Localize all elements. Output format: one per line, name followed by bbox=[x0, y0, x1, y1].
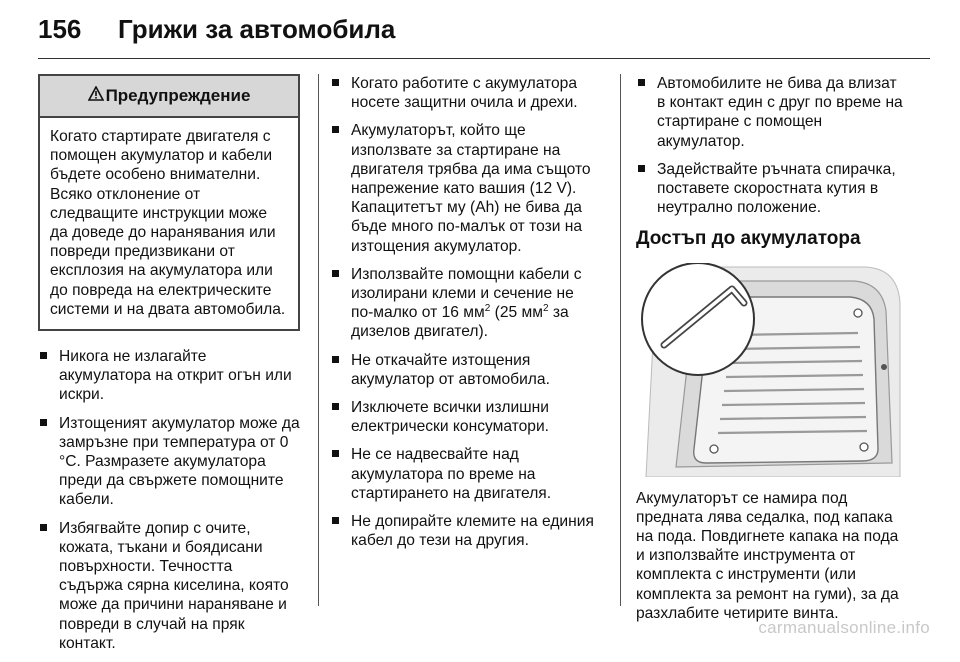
column-1 bbox=[38, 74, 300, 662]
list-item bbox=[38, 347, 300, 405]
column-divider bbox=[318, 74, 319, 606]
column-divider bbox=[620, 74, 621, 606]
header-divider bbox=[38, 58, 930, 59]
bullet-square-icon bbox=[332, 270, 339, 277]
warning-header bbox=[40, 76, 298, 118]
list-item-text: Изтощеният акумулатор може да замръзне при температура от 0 °C. Размразете акумулатора преди да свържете помощните кабели. bbox=[59, 414, 300, 509]
superscript: 2 bbox=[542, 303, 549, 315]
warning-triangle-icon bbox=[88, 86, 104, 105]
bullet-square-icon bbox=[40, 524, 47, 531]
warning-title: Предупреждение bbox=[105, 86, 251, 106]
list-item bbox=[330, 265, 598, 342]
section-body: Акумулаторът се намира под предната лява седалка, под капака на пода. Повдигнете капака на пода и използвайте инструмента от комплекта с инструменти (или комплекта за ремонт на гуми), за да разхлабите четирите винта. bbox=[636, 489, 899, 622]
cable-spec-text: (25 мм bbox=[490, 304, 543, 322]
superscript: 2 bbox=[484, 303, 491, 315]
list-item-text: Не допирайте клемите на единия кабел до тези на другия. bbox=[351, 513, 594, 550]
bullet-square-icon bbox=[40, 352, 47, 359]
list-item-text: Не се надвесвайте над акумулатора по време на стартирането на двигателя. bbox=[351, 446, 552, 502]
list-item-text: Когато работите с акумулатора носете защитни очила и дрехи. bbox=[351, 75, 578, 112]
list-item-text: Задействайте ръчната спирачка, поставете скоростната кутия в неутрално положение. bbox=[657, 160, 896, 217]
cable-spec-text: за дизелов двигател). bbox=[351, 304, 569, 341]
bullet-square-icon bbox=[332, 126, 339, 133]
list-item bbox=[38, 519, 300, 653]
page-number: 156 bbox=[38, 14, 82, 44]
list-item bbox=[330, 351, 598, 389]
list-item-text bbox=[351, 266, 582, 341]
list-item bbox=[330, 512, 598, 550]
list-item-text: Изключете всички излишни електрически консуматори. bbox=[351, 399, 550, 436]
list-item bbox=[330, 121, 598, 255]
list-item bbox=[636, 74, 906, 151]
bullet-square-icon bbox=[332, 356, 339, 363]
column-3 bbox=[636, 74, 906, 623]
bullet-square-icon bbox=[332, 79, 339, 86]
chapter-title: Грижи за автомобила bbox=[118, 14, 396, 44]
list-item-text: Автомобилите не бива да влизат в контакт един с друг по време на стартиране с помощен акумулатор. bbox=[657, 75, 903, 150]
battery-access-illustration bbox=[636, 263, 902, 477]
bullet-square-icon bbox=[332, 450, 339, 457]
list-item-text: Никога не излагайте акумулатора на открит огън или искри. bbox=[59, 348, 292, 404]
bullet-list-3 bbox=[636, 74, 906, 217]
list-item-text: Избягвайте допир с очите, кожата, тъкани и боядисани повърхности. Течността съдържа сярна киселина, която може да причини нараняване и повреди в случай на пряк контакт. bbox=[59, 519, 289, 652]
warning-box bbox=[38, 74, 300, 331]
list-item bbox=[330, 398, 598, 436]
column-2 bbox=[330, 74, 598, 559]
bullet-square-icon bbox=[332, 517, 339, 524]
bullet-list-1 bbox=[38, 347, 300, 653]
bullet-square-icon bbox=[638, 165, 645, 172]
list-item-text: Не откачайте изтощения акумулатор от автомобила. bbox=[351, 351, 550, 388]
watermark: carmanualsonline.info bbox=[758, 618, 930, 637]
list-item bbox=[636, 160, 906, 218]
section-title: Достъп до акумулатора bbox=[636, 228, 861, 250]
list-item bbox=[330, 74, 598, 112]
cable-spec-text: Използвайте помощни кабели с изолирани клеми и сечение не по-малко от 16 мм bbox=[351, 265, 582, 322]
list-item-text: Акумулаторът, който ще използвате за стартиране на двигателя трябва да има същото напрежение като вашия (12 V). Капацитетът му (Ah) не бива да бъде много по-малък от този на изтощения акумулатор. bbox=[351, 122, 591, 255]
list-item bbox=[330, 445, 598, 503]
page-header bbox=[0, 0, 960, 60]
bullet-square-icon bbox=[40, 419, 47, 426]
bullet-square-icon bbox=[638, 79, 645, 86]
bullet-list-2 bbox=[330, 74, 598, 550]
warning-text: Когато стартирате двигателя с помощен акумулатор и кабели бъдете особено внимателни. Всяко отклонение от следващите инструкции може да доведе до наранявания или повреди предизвикани от експлозия на акумулатора или до повреда на електрическите системи и на двата автомобила. bbox=[50, 128, 286, 318]
bullet-square-icon bbox=[332, 403, 339, 410]
list-item bbox=[38, 414, 300, 510]
